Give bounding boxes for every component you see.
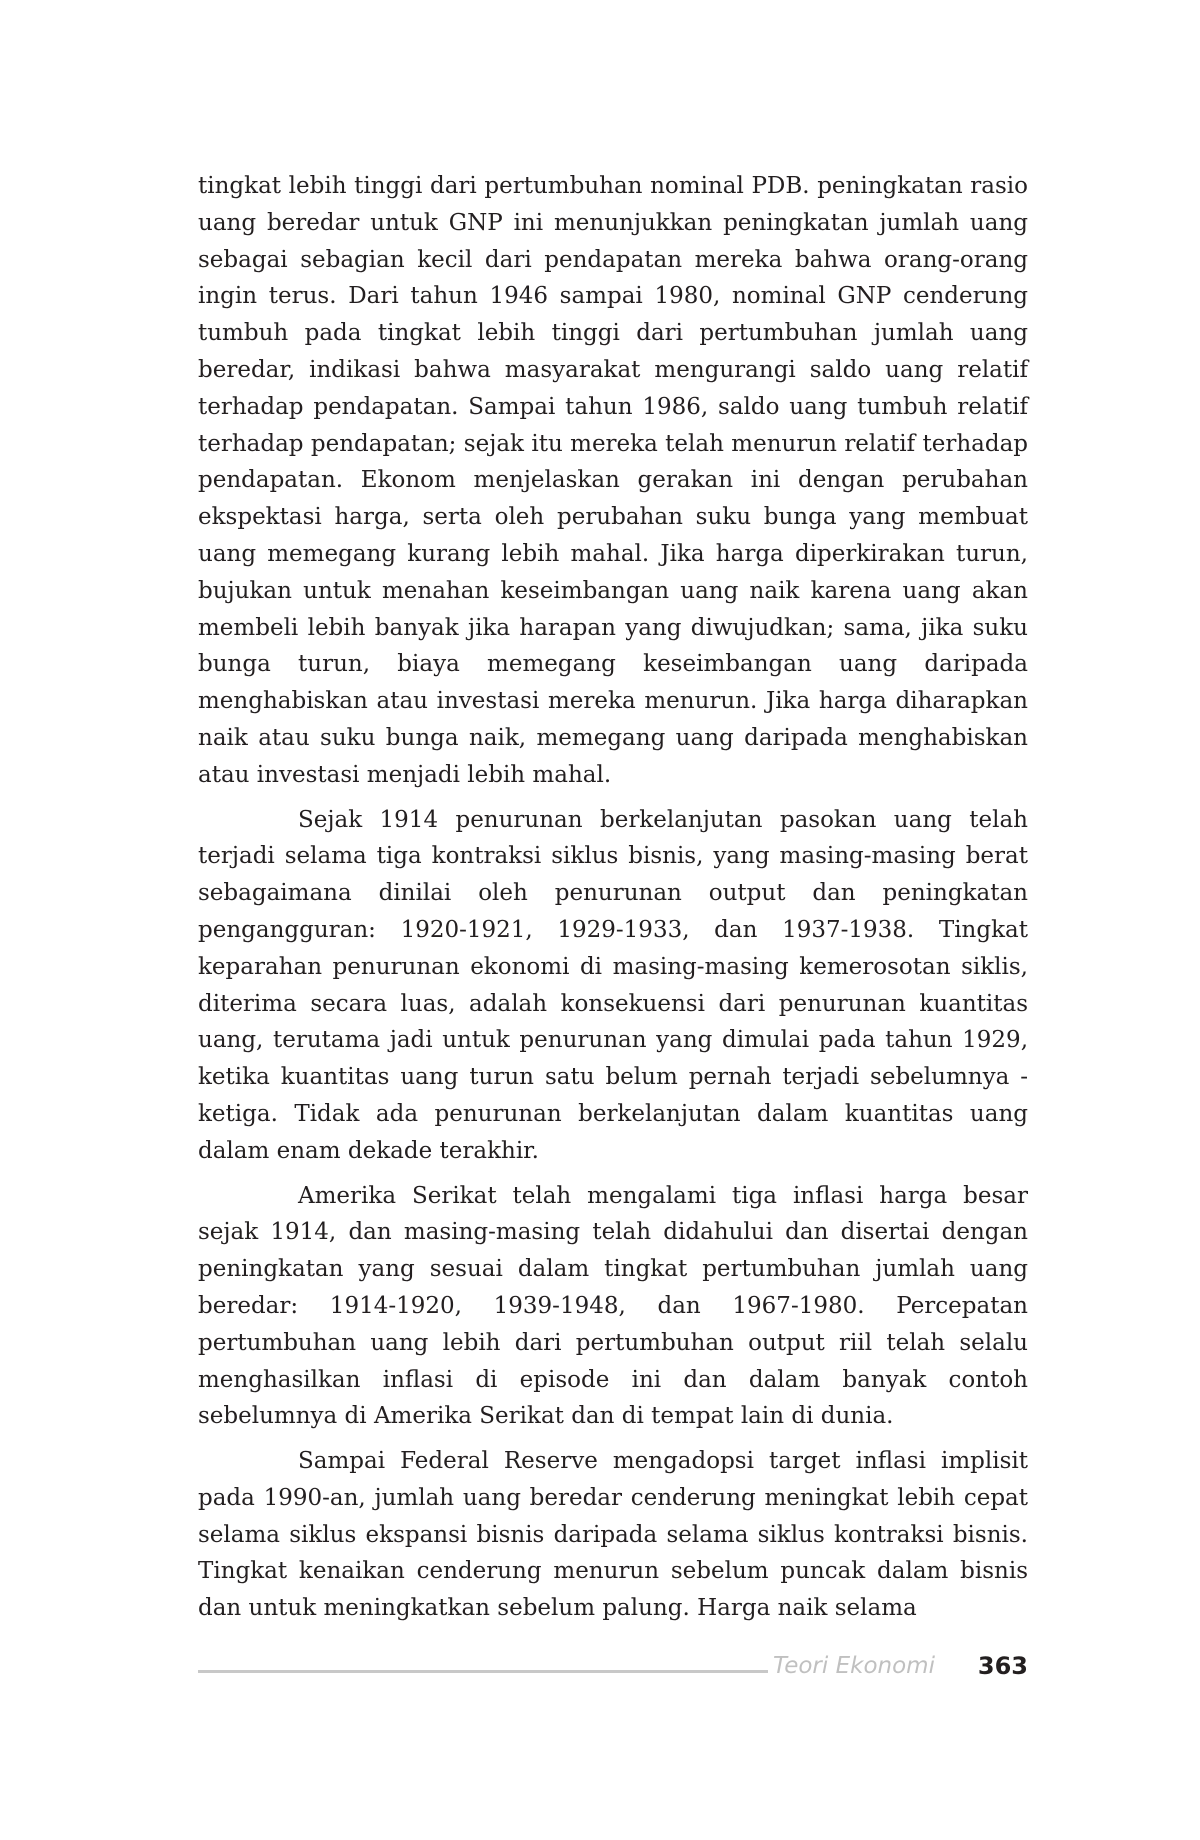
paragraph-2: Sejak 1914 penurunan berkelanjutan pasokan uang telah terjadi selama tiga kontraksi siklus bisnis, yang masing-masing berat sebagaimana dinilai oleh penurunan output dan peningkatan pengangguran: 1920-1921, 1929-1933, dan 1937-1938. Tingkat keparahan penurunan ekonomi di masing-masing kemerosotan siklis, diterima secara luas, adalah konsekuensi dari penurunan kuantitas uang, terutama jadi untuk penurunan yang dimulai pada tahun 1929, ketika kuantitas uang turun satu belum pernah terjadi sebelumnya -ketiga. Tidak ada penurunan berkelanjutan dalam kuantitas uang dalam enam dekade terakhir. [198,806,1028,1164]
page-number: 363 [977,1652,1028,1680]
running-footer-title: Teori Ekonomi [773,1653,935,1679]
body-text [198,168,1028,1627]
page-footer [198,1650,1028,1690]
paragraph-4: Sampai Federal Reserve mengadopsi target inflasi implisit pada 1990-an, jumlah uang beredar cenderung meningkat lebih cepat selama siklus ekspansi bisnis daripada selama siklus kontraksi bisnis. Tingkat kenaikan cenderung menurun sebelum puncak dalam bisnis dan untuk meningkatkan sebelum palung. Harga naik selama [198,1448,1028,1622]
footer-rule [198,1670,768,1673]
paragraph-3: Amerika Serikat telah mengalami tiga inflasi harga besar sejak 1914, dan masing-masing telah didahului dan disertai dengan peningkatan yang sesuai dalam tingkat pertumbuhan jumlah uang beredar: 1914-1920, 1939-1948, dan 1967-1980. Percepatan pertumbuhan uang lebih dari pertumbuhan output riil telah selalu menghasilkan inflasi di episode ini dan dalam banyak contoh sebelumnya di Amerika Serikat dan di tempat lain di dunia. [198,1182,1028,1430]
paragraph-1: tingkat lebih tinggi dari pertumbuhan nominal PDB. peningkatan rasio uang beredar untuk GNP ini menunjukkan peningkatan jumlah uang sebagai sebagian kecil dari pendapatan mereka bahwa orang-orang ingin terus. Dari tahun 1946 sampai 1980, nominal GNP cenderung tumbuh pada tingkat lebih tinggi dari pertumbuhan jumlah uang beredar, indikasi bahwa masyarakat mengurangi saldo uang relatif terhadap pendapatan. Sampai tahun 1986, saldo uang tumbuh relatif terhadap pendapatan; sejak itu mereka telah menurun relatif terhadap pendapatan. Ekonom menjelaskan gerakan ini dengan perubahan ekspektasi harga, serta oleh perubahan suku bunga yang membuat uang memegang kurang lebih mahal. Jika harga diperkirakan turun, bujukan untuk menahan keseimbangan uang naik karena uang akan membeli lebih banyak jika harapan yang diwujudkan; sama, jika suku bunga turun, biaya memegang keseimbangan uang daripada menghabiskan atau investasi mereka menurun. Jika harga diharapkan naik atau suku bunga naik, memegang uang daripada menghabiskan atau investasi menjadi lebih mahal. [198,173,1028,788]
